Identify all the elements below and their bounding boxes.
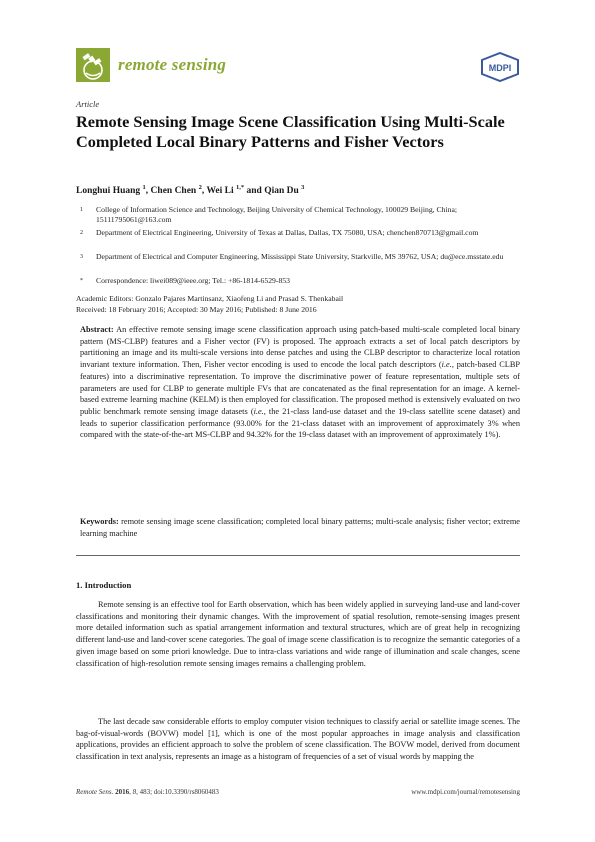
affiliation-text: Department of Electrical and Computer Engineering, Mississippi State University, Starkville, MS 39762, USA; du@ece.msstate.edu (96, 252, 504, 261)
mdpi-logo-text: MDPI (488, 63, 512, 73)
keywords-label: Keywords: (80, 517, 119, 526)
mdpi-logo-icon (480, 52, 520, 82)
academic-editors: Academic Editors: Gonzalo Pajares Martinsanz, Xiaofeng Li and Prasad S. Thenkabail (76, 294, 344, 303)
author-affil-mark: 2 (198, 184, 202, 191)
author-affil-mark: 1,* (236, 184, 245, 191)
author-affil-mark: 3 (301, 184, 305, 191)
intro-paragraph-2 (76, 716, 520, 763)
footer-journal-url[interactable]: www.mdpi.com/journal/remotesensing (411, 788, 520, 796)
paragraph-text: The last decade saw considerable efforts to employ computer vision techniques to classify aerial or satellite image scenes. The bag-of-visual-words (BOVW) model [ (76, 717, 520, 738)
publication-dates: Received: 18 February 2016; Accepted: 30 May 2016; Published: 8 June 2016 (76, 305, 317, 314)
affiliation-text: Department of Electrical Engineering, University of Texas at Dallas, Dallas, TX 75080, USA; chenchen870713@gmail.com (96, 228, 479, 237)
author-separator: and (244, 186, 265, 197)
author-name: Longhui Huang (76, 186, 141, 197)
citation-doi: , 483; doi:10.3390/rs8060483 (136, 788, 219, 796)
footer-citation: Remote Sens. 2016, 8, 483; doi:10.3390/rs8060483 (76, 788, 219, 796)
abstract-label: Abstract: (80, 325, 114, 334)
abstract-italic: i.e. (441, 360, 452, 370)
section-divider (76, 555, 520, 556)
section-heading-introduction: 1. Introduction (76, 580, 132, 590)
keywords (80, 516, 520, 539)
affiliation-number: 2 (80, 230, 83, 236)
citation-link[interactable]: 1 (210, 728, 216, 738)
journal-header (76, 48, 520, 84)
author-list (76, 184, 520, 196)
author-name: Qian Du (264, 186, 299, 197)
abstract-text: An effective remote sensing image scene classification approach using patch-based multi-scale completed local binary pattern (MS-CLBP) features and a Fisher vector (FV) is proposed. The approach extracts a set of local patch descriptors by partitioning an image and its multi-scale versions into dense patches and using the CLBP descriptor to characterize local rotation invariant texture information. Then, Fisher vector encoding is used to encode the local patch descriptors ( (80, 325, 520, 370)
paper-title: Remote Sensing Image Scene Classification Using Multi-Scale Completed Local Binary Patterns and Fisher Vectors (76, 112, 505, 151)
author-name: Chen Chen (150, 186, 197, 197)
citation-volume: 8 (132, 788, 137, 796)
intro-paragraph-1: Remote sensing is an effective tool for Earth observation, which has been widely applied in surveying land-use and land-cover classifications and monitoring their dynamic changes. With the improvement of spatial resolution, remote-sensing images present more detailed information such as spatial arrangement information and textural structures, which are of great help in recognizing different land-use and land-cover scene categories. The goal of image scene classification is to recognize the semantic categories of a given image based on some priori knowledge. Due to intra-class variations and wide range of illumination and scale changes, scene classification of high-resolution remote sensing images remains a challenging problem. (76, 600, 520, 668)
journal-abbrev: Remote Sens. (76, 788, 114, 796)
affiliation-3 (76, 252, 520, 273)
keywords-text: remote sensing image scene classification; completed local binary patterns; multi-scale analysis; fisher vector; extreme learning machine (80, 517, 520, 538)
affiliation-text: College of Information Science and Technology, Beijing University of Chemical Technology, 100029 Beijing, China; 15111795061@163.com (96, 205, 458, 225)
author-affil-mark: 1 (142, 184, 146, 191)
author-separator: , (201, 186, 207, 197)
correspondence (76, 276, 520, 287)
affiliation-number: 3 (80, 254, 83, 260)
affiliation-number: * (80, 278, 83, 284)
correspondence-text: Correspondence: liwei089@ieee.org; Tel.: +86-1814-6529-853 (96, 276, 290, 285)
author-separator: , (145, 186, 151, 197)
abstract-italic: i.e. (253, 406, 264, 416)
citation-year: 2016 (115, 788, 130, 796)
abstract-text: , the 21-class land-use dataset and the 19-class satellite scene dataset) and leads to superior classification performance (93.00% for the 21-class dataset with an improvement of approximately 3% when compared with the state-of-the-art MS-CLBP and 94.32% for the 19-class dataset with an improvement of approximately 1%). (80, 406, 520, 440)
journal-name: remote sensing (118, 55, 227, 74)
affiliation-number: 1 (80, 207, 83, 213)
affiliation-1 (76, 205, 520, 226)
abstract-text: , patch-based CLBP features) into a discriminative representation. To improve the discriminative power of feature representation, multiple sets of parameters are used for CLBP to generate multiple FVs that are concatenated as the final representation for an image. A kernel-based extreme learning machine (KELM) is then employed for classification. The proposed method is extensively evaluated on two public benchmark remote sensing image datasets ( (80, 360, 520, 416)
paragraph-text: ], which is one of the most popular approaches in image analysis and classification applications, provides an efficient approach to solve the problem of scene classification. The BOVW model, derived from document classification in text analysis, represents an image as a histogram of frequencies of a set of visual words by mapping the (76, 728, 520, 762)
author-name: Wei Li (206, 186, 234, 197)
satellite-icon (76, 48, 110, 82)
article-type: Article (76, 99, 100, 109)
abstract (80, 324, 520, 441)
affiliation-2 (76, 228, 520, 249)
